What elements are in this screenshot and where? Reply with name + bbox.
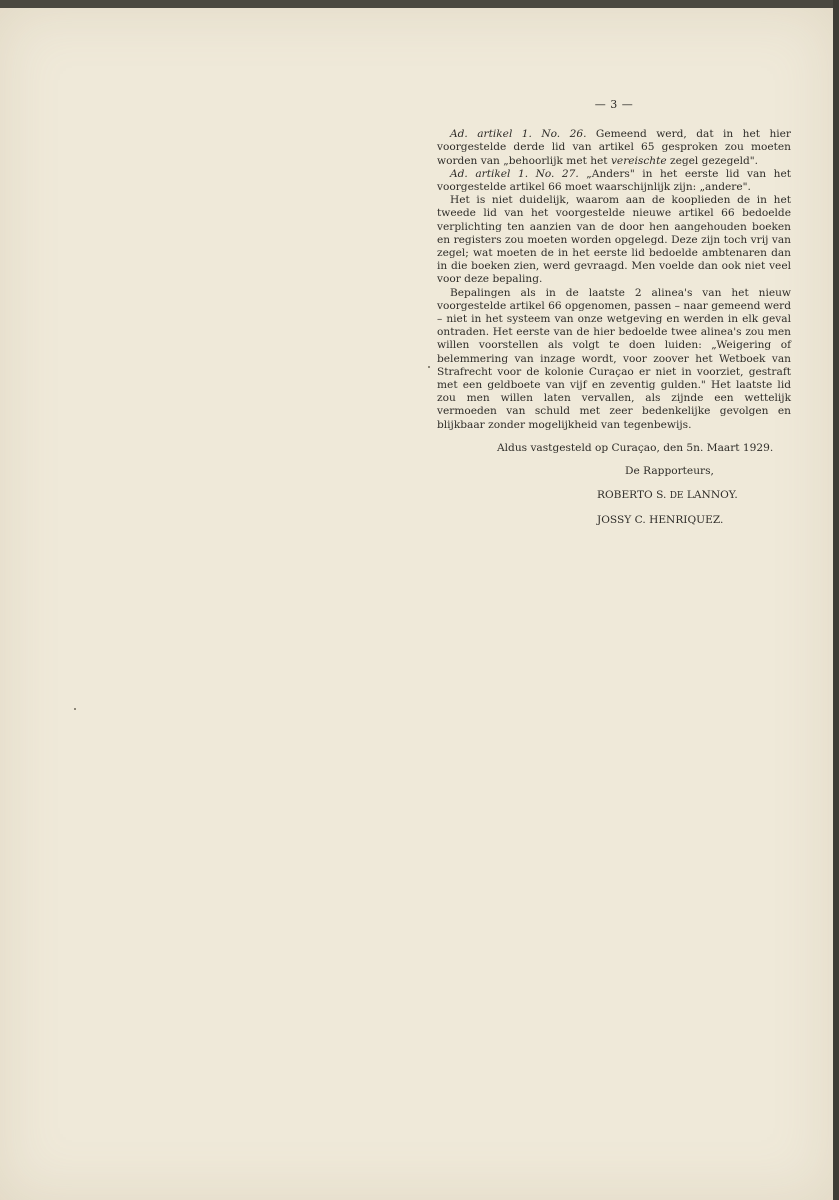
- paper-speck: [74, 708, 76, 710]
- paragraph-article-26: [437, 128, 791, 168]
- signatory-surname: LANNOY.: [683, 489, 738, 502]
- closing-line: Aldus vastgesteld op Curaçao, den 5n. Maart 1929.: [497, 441, 774, 454]
- scan-edge-top: [0, 0, 839, 8]
- text-column: [437, 98, 791, 528]
- rapporteurs-label: De Rapporteurs,: [625, 465, 714, 478]
- paragraph-text: Gemeend werd, dat in het hier voorgestelde derde lid van artikel 65 gesproken zou moeten worden van „behoorlijk met het: [437, 128, 791, 167]
- signatory-henriquez: JOSSY C. HENRIQUEZ.: [597, 514, 724, 527]
- paragraph-text: zegel gezegeld".: [666, 154, 759, 167]
- article-reference: Ad. artikel 1. No. 26.: [450, 128, 587, 141]
- signatory-lannoy: [437, 489, 791, 503]
- page-number: — 3 —: [594, 98, 634, 111]
- paragraph-article-27: [437, 168, 791, 194]
- signatory-given-name: ROBERTO S.: [597, 489, 670, 502]
- paragraph-bepalingen: Bepalingen als in de laatste 2 alinea's van het nieuw voorgestelde artikel 66 opgenomen, passen – naar gemeend werd – niet in het systeem van onze wetgeving en werden in elk geval ontraden. Het eerste van de hier bedoelde twee alinea's zou men willen voorstellen als volgt te doen luiden: „Weigering of belemmering van inzage wordt, voor zoover het Wetboek van Strafrecht voor de kolonie Curaçao er niet in voorziet, gestraft met een geldboete van vijf en zeventig gulden." Het laatste lid zou men willen laten vervallen, als zijnde een wettelijk vermoeden van schuld met zeer bedenkelijke gevolgen en blijkbaar zonder mogelijkheid van tegenbewijs.: [437, 286, 791, 431]
- scan-edge-right: [833, 0, 839, 1200]
- paragraph-text: „Anders" in het eerste lid van het voorgestelde artikel 66 moet waarschijnlijk zijn: „andere".: [437, 167, 791, 194]
- paragraph-kooplieden: Het is niet duidelijk, waarom aan de kooplieden de in het tweede lid van het voorgestelde nieuwe artikel 66 bedoelde verplichting ten aanzien van de door hen aangehouden boeken en registers zou moeten worden opgelegd. Deze zijn toch vrij van zegel; wat moeten de in het eerste lid bedoelde ambtenaren dan in die boeken zien, werd gevraagd. Men voelde dan ook niet veel voor deze bepaling.: [437, 194, 791, 286]
- emphasized-word: vereischte: [610, 154, 667, 167]
- paper-speck: [428, 366, 430, 368]
- signatory-particle: DE: [669, 491, 684, 502]
- document-page: [0, 8, 833, 1200]
- article-reference: Ad. artikel 1. No. 27.: [450, 167, 579, 180]
